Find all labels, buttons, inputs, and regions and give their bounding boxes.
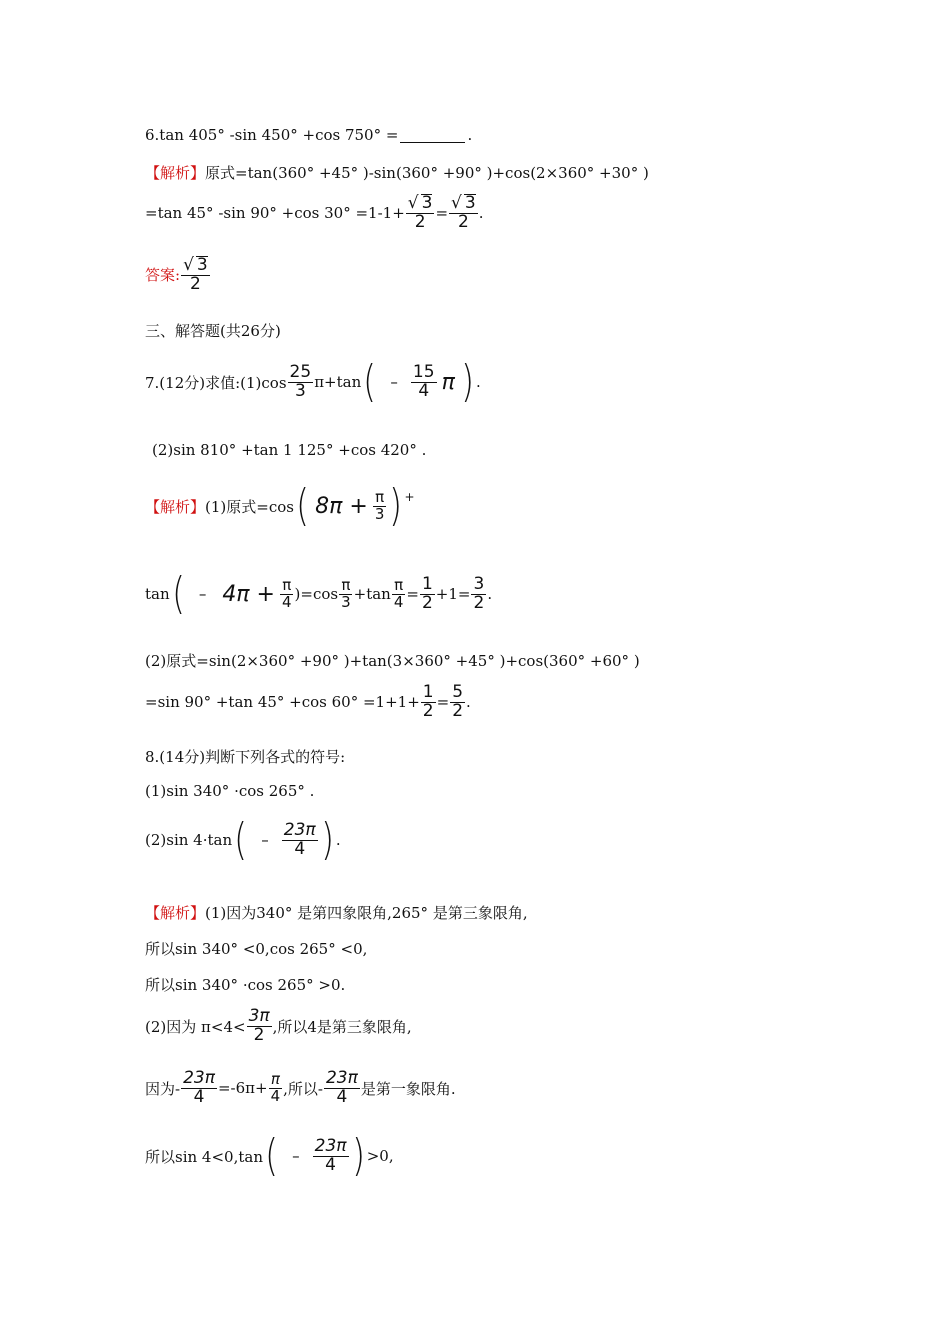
fraction-25-over-3: $\frac{25}{3}$ — [289, 361, 312, 401]
fraction-sqrt3-over-2: $\frac{√ 3}{2}$ — [183, 255, 208, 294]
fraction-sqrt3-over-2: $\frac{√ 3}{2}$ — [451, 193, 476, 232]
q8-question: 8.(14分)判断下列各式的符号: — [145, 748, 346, 766]
q7-solution2-line2: =sin 90° +tan 45° +cos 60° =1+1+ $\frac{1}{2}$ = $\frac{5}{2}$ . — [145, 682, 471, 721]
minus-sign: – — [198, 585, 207, 603]
q8-part1: (1)sin 340° ·cos 265° . — [145, 782, 315, 800]
fraction-sqrt3-over-2: $\frac{√ 3}{2}$ — [407, 193, 433, 232]
right-paren: ) — [389, 480, 403, 531]
jiexi-tag: 【解析】 — [145, 904, 206, 922]
fraction-pi-over-4: $\frac{\pi}{4}$ — [281, 575, 292, 611]
fraction-pi-over-3: $\frac{\pi}{3}$ — [341, 575, 351, 611]
q8-part2: (2)sin 4·tan ( – $\frac{23\pi}{4}$ ) . — [145, 814, 341, 865]
fraction-3-over-2: $\frac{3}{2}$ — [473, 573, 485, 613]
q7-solution-line1: 【解析】 (1)原式=cos ( 8π + $\frac{\pi}{3}$ ) + — [145, 480, 415, 531]
fraction-pi-over-4: $\frac{\pi}{4}$ — [393, 575, 404, 611]
q6-solution-line2: =tan 45° -sin 90° +cos 30° =1-1+ $\frac{√ 3}{2}$ = $\frac{√ 3}{2}$ . — [145, 193, 484, 232]
jiexi-tag: 【解析】 — [145, 497, 206, 516]
fraction-5-over-2: $\frac{5}{2}$ — [452, 682, 464, 721]
q8-solution-line5: 因为- $\frac{23\pi}{4}$ =-6π+ $\frac{\pi}{4}$ ,所以- $\frac{23\pi}{4}$ 是第一象限角. — [145, 1068, 456, 1107]
right-paren: ) — [351, 1130, 365, 1181]
fraction-23pi-over-4: $\frac{23\pi}{4}$ — [314, 1135, 347, 1175]
q8-solution-line2: 所以sin 340° <0,cos 265° <0, — [145, 940, 368, 958]
q7-solution2-line1: (2)原式=sin(2×360° +90° )+tan(3×360° +45° )+cos(360° +60° ) — [145, 652, 640, 670]
answer-blank — [400, 128, 465, 143]
minus-sign: – — [261, 831, 269, 849]
left-paren: ( — [265, 1130, 279, 1181]
fraction-pi-over-3: $\frac{\pi}{3}$ — [374, 487, 385, 523]
section-title: 三、解答题(共26分) — [145, 322, 281, 340]
minus-sign: – — [292, 1147, 300, 1165]
q6-solution-line1: 【解析】 原式=tan(360° +45° )-sin(360° +90° )+cos(2×360° +30° ) — [145, 164, 649, 182]
jiexi-tag: 【解析】 — [145, 164, 206, 182]
fraction-1-over-2: $\frac{1}{2}$ — [422, 682, 434, 721]
q7-solution-line2: tan ( – 4π + $\frac{\pi}{4}$ )=cos $\frac{\pi}{3}$ +tan $\frac{\pi}{4}$ = $\frac{1}{2}$ +1= $\frac{3}{2}$ . — [145, 568, 493, 619]
left-paren: ( — [234, 814, 248, 865]
fraction-23pi-over-4: $\frac{23\pi}{4}$ — [325, 1068, 358, 1107]
q8-solution-line1: 【解析】 (1)因为340° 是第四象限角,265° 是第三象限角, — [145, 904, 528, 922]
fraction-3pi-over-2: $\frac{3\pi}{2}$ — [248, 1006, 270, 1045]
fraction-23pi-over-4: $\frac{23\pi}{4}$ — [183, 1068, 215, 1107]
minus-sign: – — [390, 373, 398, 391]
fraction-23pi-over-4: $\frac{23\pi}{4}$ — [283, 819, 316, 859]
q6-question: 6.tan 405° -sin 450° +cos 750° = . — [145, 126, 473, 144]
q8-solution-line4: (2)因为 π<4< $\frac{3\pi}{2}$ ,所以4是第三象限角, — [145, 1006, 412, 1045]
right-paren: ) — [320, 814, 334, 865]
left-paren: ( — [171, 568, 185, 619]
q7-question: 7.(12分)求值:(1)cos $\frac{25}{3}$ π +tan ( – $\frac{15}{4}$ π ) . — [145, 356, 481, 407]
right-paren: ) — [460, 356, 474, 407]
left-paren: ( — [363, 356, 377, 407]
q6-answer — [145, 256, 211, 294]
q8-solution-line3: 所以sin 340° ·cos 265° >0. — [145, 976, 346, 994]
left-paren: ( — [296, 480, 309, 531]
answer-label: 答案: — [145, 266, 181, 285]
q8-solution-line6: 所以sin 4<0,tan ( – $\frac{23\pi}{4}$ ) >0, — [145, 1130, 394, 1181]
q7-part2: (2)sin 810° +tan 1 125° +cos 420° . — [152, 441, 427, 459]
fraction-15-over-4: $\frac{15}{4}$ — [412, 361, 435, 401]
fraction-1-over-2: $\frac{1}{2}$ — [421, 573, 433, 613]
fraction-pi-over-4: $\frac{\pi}{4}$ — [270, 1070, 281, 1105]
